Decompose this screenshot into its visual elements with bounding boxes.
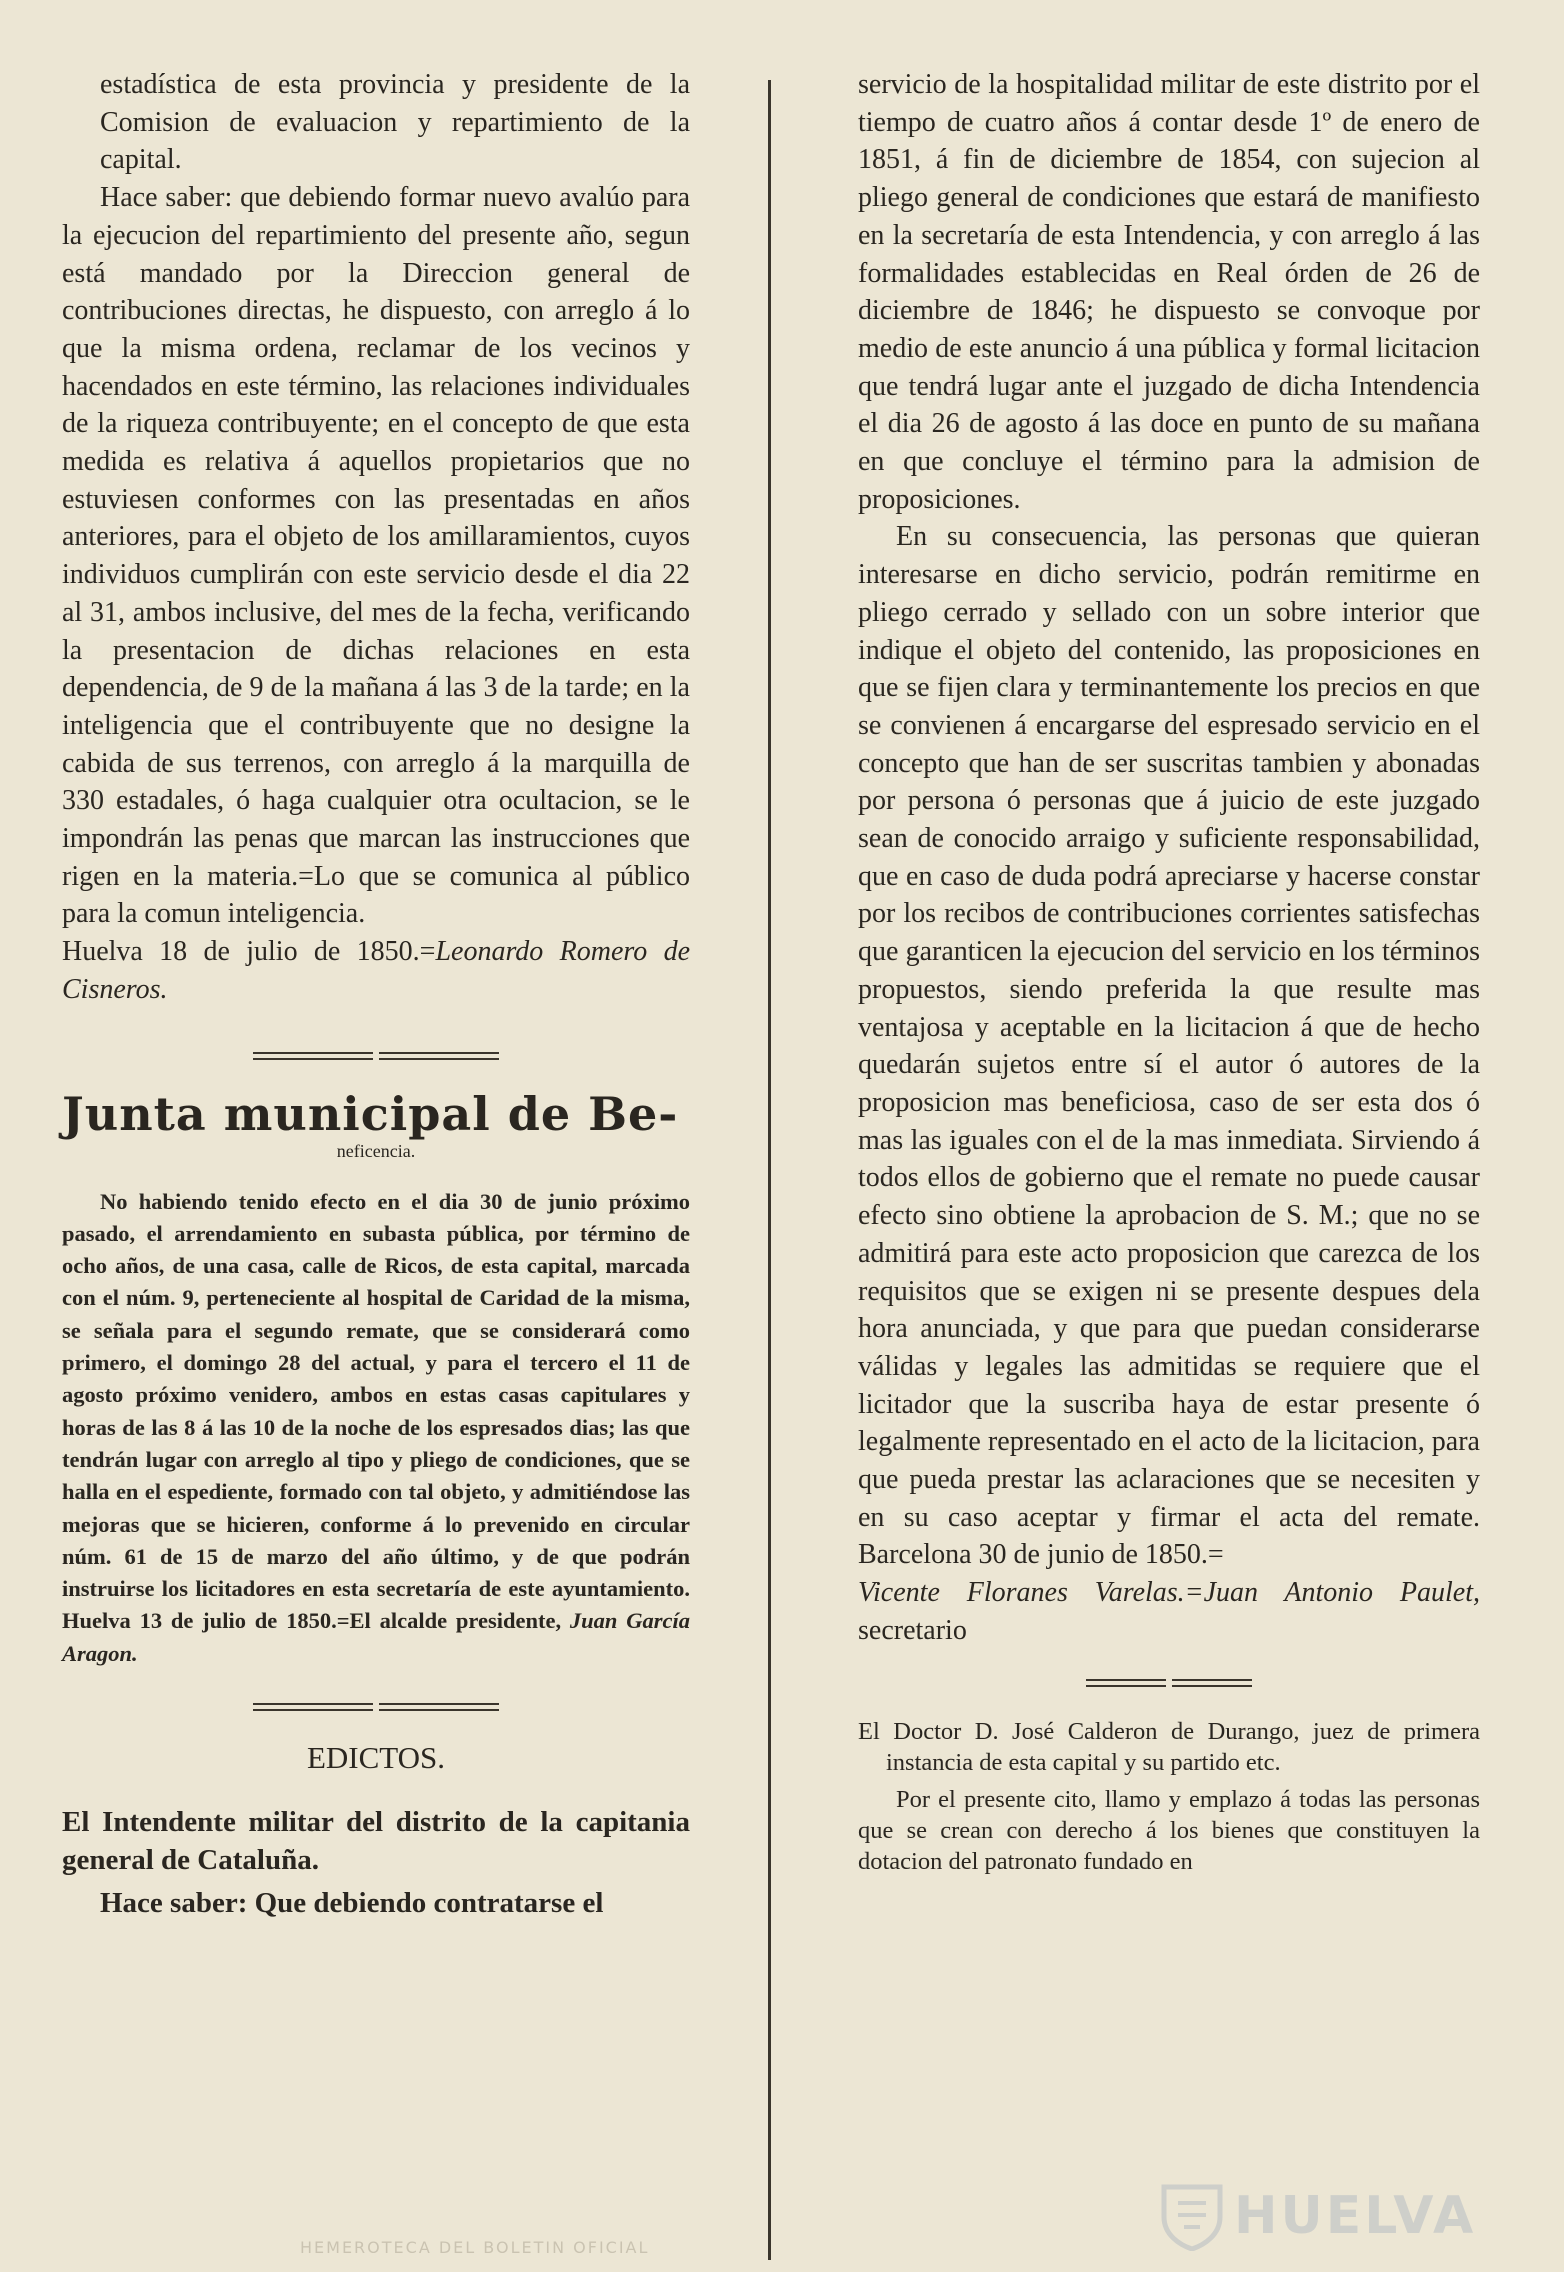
- huelva-dateline: [62, 933, 690, 1008]
- edictos-heading: EDICTOS.: [306, 1740, 446, 1776]
- crest-icon: [1160, 2181, 1224, 2251]
- edge-stamp: HEMEROTECA DEL BOLETIN OFICIAL: [300, 2238, 650, 2257]
- dateline-text: Huelva 18 de julio de 1850.=: [62, 936, 436, 968]
- divider-segment: [379, 1052, 499, 1060]
- junta-notice: [62, 1186, 690, 1670]
- servicio-paragraph: servicio de la hospitalidad militar de este distrito por el tiempo de cuatro años á contar desde 1º de enero de 1851, á fin de diciembre de 1854, con sujecion al pliego general de condiciones que estará de manifiesto en la secretaría de esta Intendencia, y con arreglo á las formalidades establecidas en Real órden de 26 de diciembre de 1846; he dispuesto se convoque por medio de este anuncio á una pública y formal licitacion que tendrá lugar ante el juzgado de dicha Intendencia el dia 26 de agosto á las doce en punto de su mañana en que concluye el término para la admision de proposiciones.: [858, 69, 1480, 515]
- juan-garcia-signature: Juan García Aragon.: [62, 1608, 690, 1666]
- divider-segment: [253, 1703, 373, 1711]
- intendente-start: Hace saber: Que debiendo contratarse el: [100, 1887, 604, 1920]
- right-column: [858, 66, 1480, 1877]
- section-divider: [62, 1700, 690, 1714]
- consecuencia-paragraph: [858, 518, 1480, 1649]
- divider-segment: [1086, 1679, 1166, 1687]
- junta-notice-body: No habiendo tenido efecto en el dia 30 de junio próximo pasado, el arrendamiento en subasta pública, por término de ocho años, de una casa, calle de Ricos, de esta capital, marcada con el núm. 9, perteneciente al hospital de Caridad de la misma, se señala para el segundo remate, que se considerará como primero, el domingo 28 del actual, y para el tercero el 11 de agosto próximo venidero, ambos en estas casas capitulares y horas de las 8 á las 10 de la noche de los espresados dias; las que tendrán lugar con arreglo al tipo y pliego de condiciones, que se halla en el espediente, formado con tal objeto, y admitiéndose las mejoras que se hicieren, conforme á lo prevenido en circular núm. 61 de 15 de marzo del año último, y de que podrán instruirse los licitadores en esta secretaría de este ayuntamiento. Huelva 13 de julio de 1850.=El alcalde presidente,: [62, 1188, 690, 1634]
- section-divider: [858, 1676, 1480, 1690]
- divider-segment: [253, 1052, 373, 1060]
- divider-segment: [1172, 1679, 1252, 1687]
- watermark-text: HUELVA: [1234, 2186, 1477, 2246]
- floranes-signature: Vicente Floranes Varelas.=Juan Antonio Paulet,: [858, 1577, 1480, 1609]
- junta-subheading: neficencia.: [336, 1140, 416, 1161]
- left-column: [62, 66, 690, 1923]
- doctor-body: Por el presente cito, llamo y emplazo á todas las personas que se crean con derecho á los bienes que constituyen la dotacion del patronato fundado en: [858, 1785, 1480, 1875]
- comision-continuation: estadística de esta provincia y presidente de la Comision de evaluacion y repartimiento de la capital.: [100, 69, 690, 176]
- huelva-watermark: [1160, 2180, 1480, 2252]
- doctor-heading: El Doctor D. José Calderon de Durango, juez de primera instancia de esta capital y su partido etc.: [858, 1717, 1480, 1776]
- intendente-heading: El Intendente militar del distrito de la capitania general de Cataluña.: [62, 1806, 690, 1876]
- hace-saber-paragraph: Hace saber: que debiendo formar nuevo avalúo para la ejecucion del repartimiento del presente año, segun está mandado por la Direccion general de contribuciones directas, he dispuesto, con arreglo á lo que la misma ordena, reclamar de los vecinos y hacendados en este término, las relaciones individuales de la riqueza contribuyente; en el concepto de que esta medida es relativa á aquellos propietarios que no estuviesen conformes con las presentadas en años anteriores, para el objeto de los amillaramientos, cuyos individuos cumplirán con este servicio desde el dia 22 al 31, ambos inclusive, del mes de la fecha, verificando la presentacion de dichas relaciones en esta dependencia, de 9 de la mañana á las 3 de la tarde; en la inteligencia que el contribuyente que no designe la cabida de sus terrenos, con arreglo á la marquilla de 330 estadales, ó haga cualquier otra ocultacion, se le impondrán las penas que marcan las instrucciones que rigen en la materia.=Lo que se comunica al público para la comun inteligencia.: [62, 182, 690, 930]
- column-rule: [768, 80, 771, 2260]
- divider-segment: [379, 1703, 499, 1711]
- section-divider: [62, 1049, 690, 1063]
- junta-heading: Junta municipal de Be-: [62, 1086, 679, 1141]
- consecuencia-body: En su consecuencia, las personas que quieran interesarse en dicho servicio, podrán remitirme en pliego cerrado y sellado con un sobre interior que indique el objeto del contenido, las proposiciones en que se fijen clara y terminantemente los precios en que se convienen á encargarse del espresado servicio en el concepto que han de ser suscritas tambien y abonadas por persona ó personas que á juicio de este juzgado sean de conocido arraigo y suficiente responsabilidad, que en caso de duda podrá apreciarse y hacerse constar por los recibos de contribuciones corrientes satisfechas que garanticen la ejecucion del servicio en los términos propuestos, siendo preferida la que resulte mas ventajosa y aceptable en la licitacion á que de hecho quedarán sujetos entre sí el autor ó autores de la proposicion mas beneficiosa, caso de ser esta dos ó mas las iguales con el de la mas inmediata. Sirviendo á todos ellos de gobierno que el remate no puede causar efecto sino obtiene la aprobacion de S. M.; que no se admitirá para este acto proposicion que carezca de los requisitos que se exigen ni se presente despues dela hora anunciada, y que para que puedan considerarse válidas y legales las admitidas se requiere que el licitador que la suscriba haya de estar presente ó legalmente representado en el acto de la licitacion, para que pueda prestar las aclaraciones que se necesiten y en su caso aceptar y firmar el acta del remate. Barcelona 30 de junio de 1850.=: [858, 521, 1480, 1571]
- secretario-label: secretario: [858, 1614, 967, 1646]
- leonardo-signature: Leonardo Romero de Cisneros.: [62, 936, 690, 1005]
